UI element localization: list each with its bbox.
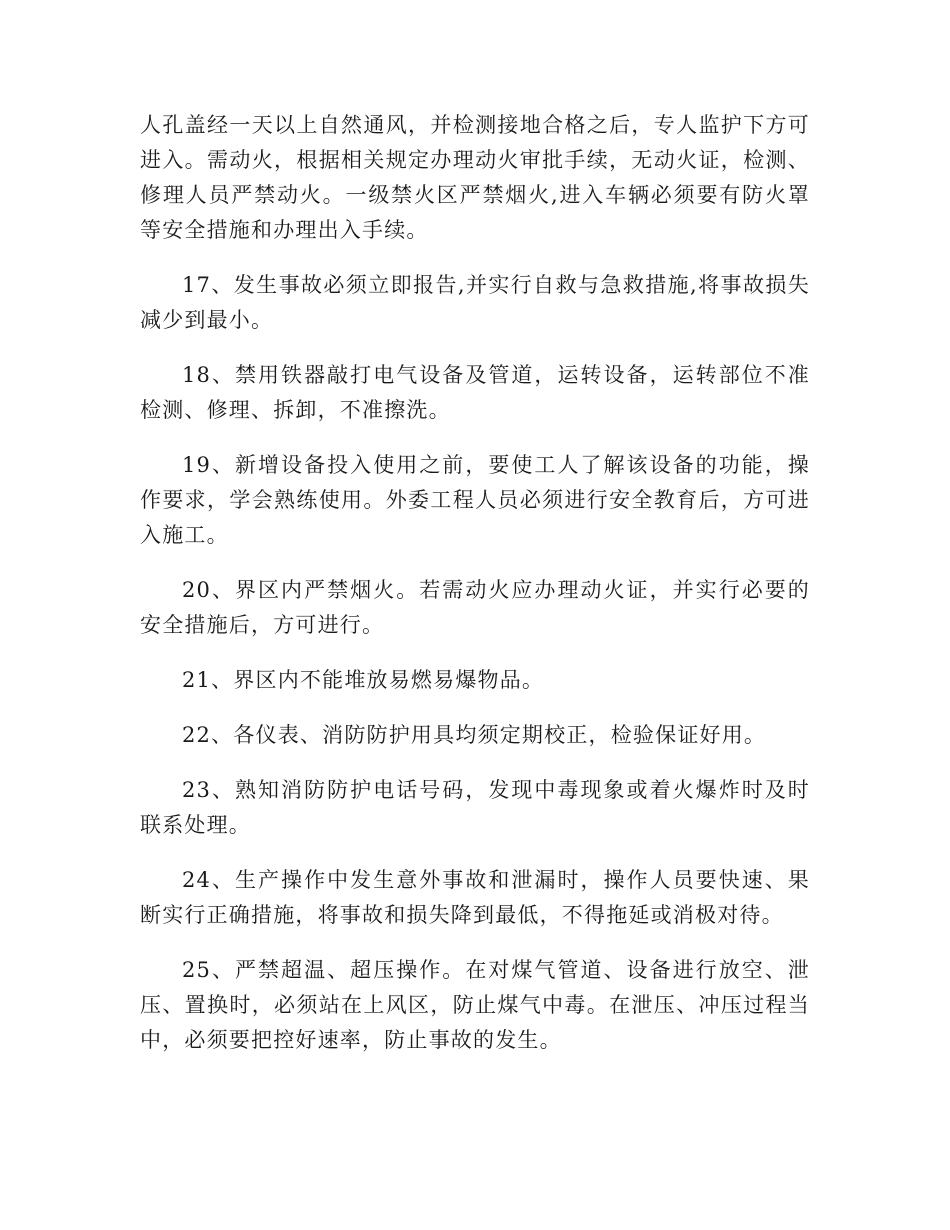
paragraph-item-24: 24、生产操作中发生意外事故和泄漏时，操作人员要快速、果断实行正确措施，将事故和损失降到最低，不得拖延或消极对待。 (140, 868, 810, 927)
paragraph-item-17: 17、发生事故必须立即报告,并实行自救与急救措施,将事故损失减少到最小。 (140, 273, 810, 332)
paragraph-item-22: 22、各仪表、消防防护用具均须定期校正，检验保证好用。 (182, 723, 767, 747)
document-body (140, 108, 810, 1078)
paragraph-item-23: 23、熟知消防防护电话号码，发现中毒现象或着火爆炸时及时联系处理。 (140, 778, 810, 837)
paragraph-item-19: 19、新增设备投入使用之前，要使工人了解该设备的功能，操作要求，学会熟练使用。外委工程人员必须进行安全教育后，方可进入施工。 (140, 453, 810, 547)
paragraph-item-18: 18、禁用铁器敲打电气设备及管道，运转设备，运转部位不准检测、修理、拆卸，不准擦洗。 (140, 363, 810, 422)
paragraph-item-25: 25、严禁超温、超压操作。在对煤气管道、设备进行放空、泄压、置换时，必须站在上风区，防止煤气中毒。在泄压、冲压过程当中，必须要把控好速率，防止事故的发生。 (140, 958, 810, 1052)
paragraph-item-21: 21、界区内不能堆放易燃易爆物品。 (182, 668, 545, 692)
paragraph-item-20: 20、界区内严禁烟火。若需动火应办理动火证，并实行必要的安全措施后，方可进行。 (140, 578, 810, 637)
paragraph-continuation: 人孔盖经一天以上自然通风，并检测接地合格之后，专人监护下方可进入。需动火，根据相关规定办理动火审批手续，无动火证，检测、修理人员严禁动火。一级禁火区严禁烟火,进入车辆必须要有防火罩等安全措施和办理出入手续。 (140, 113, 810, 242)
